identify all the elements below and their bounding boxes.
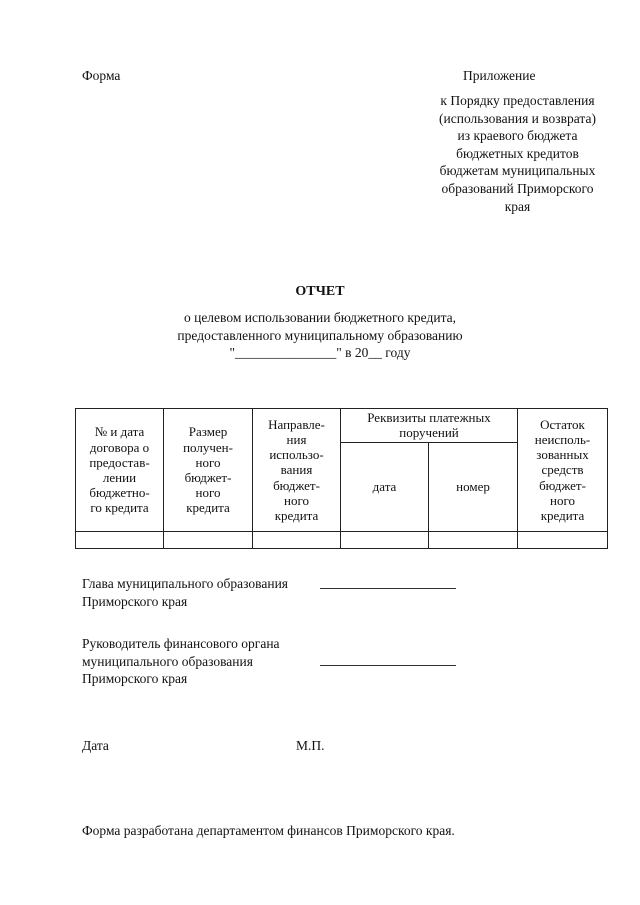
- report-subtitle: о целевом использовании бюджетного кредита, предоставленного муниципальному образованию "_______________" в 20__ году: [177, 310, 463, 360]
- table-header-row: [76, 409, 608, 443]
- table-cell[interactable]: [253, 532, 341, 549]
- finance-signature-label: Руководитель финансового органа муниципального образования Приморского края: [82, 636, 280, 686]
- form-label: Форма: [82, 68, 121, 83]
- appendix-body: к Порядку предоставления (использования и возврата) из краевого бюджета бюджетных кредитов бюджетам муниципальных образований Приморского края: [439, 93, 596, 214]
- col-amount-header: Размер получен- ного бюджет- ного кредита: [164, 409, 253, 532]
- col-remainder-header: Остаток неисполь- зованных средств бюджет- ного кредита: [518, 409, 608, 532]
- seal-label: М.П.: [296, 738, 325, 753]
- col-number-header: номер: [429, 443, 518, 532]
- col-date-header: дата: [341, 443, 429, 532]
- table-cell[interactable]: [76, 532, 164, 549]
- col-payment-orders-header: Реквизиты платежных поручений: [341, 409, 518, 443]
- footer-note: Форма разработана департаментом финансов Приморского края.: [82, 823, 455, 838]
- head-signature-label: Глава муниципального образования Приморского края: [82, 576, 289, 609]
- table-cell[interactable]: [518, 532, 608, 549]
- finance-signature-line[interactable]: [320, 665, 456, 666]
- table-cell[interactable]: [341, 532, 429, 549]
- appendix-title: Приложение: [463, 68, 536, 83]
- col-contract-header: № и дата договора о предостав- лении бюджетно- го кредита: [76, 409, 164, 532]
- table-cell[interactable]: [429, 532, 518, 549]
- report-table: [75, 408, 608, 549]
- head-signature-line[interactable]: [320, 588, 456, 589]
- col-purpose-header: Направле- ния использо- вания бюджет- ного кредита: [253, 409, 341, 532]
- table-cell[interactable]: [164, 532, 253, 549]
- report-title: ОТЧЕТ: [295, 284, 345, 299]
- table-row: [76, 532, 608, 549]
- date-label: Дата: [82, 738, 109, 753]
